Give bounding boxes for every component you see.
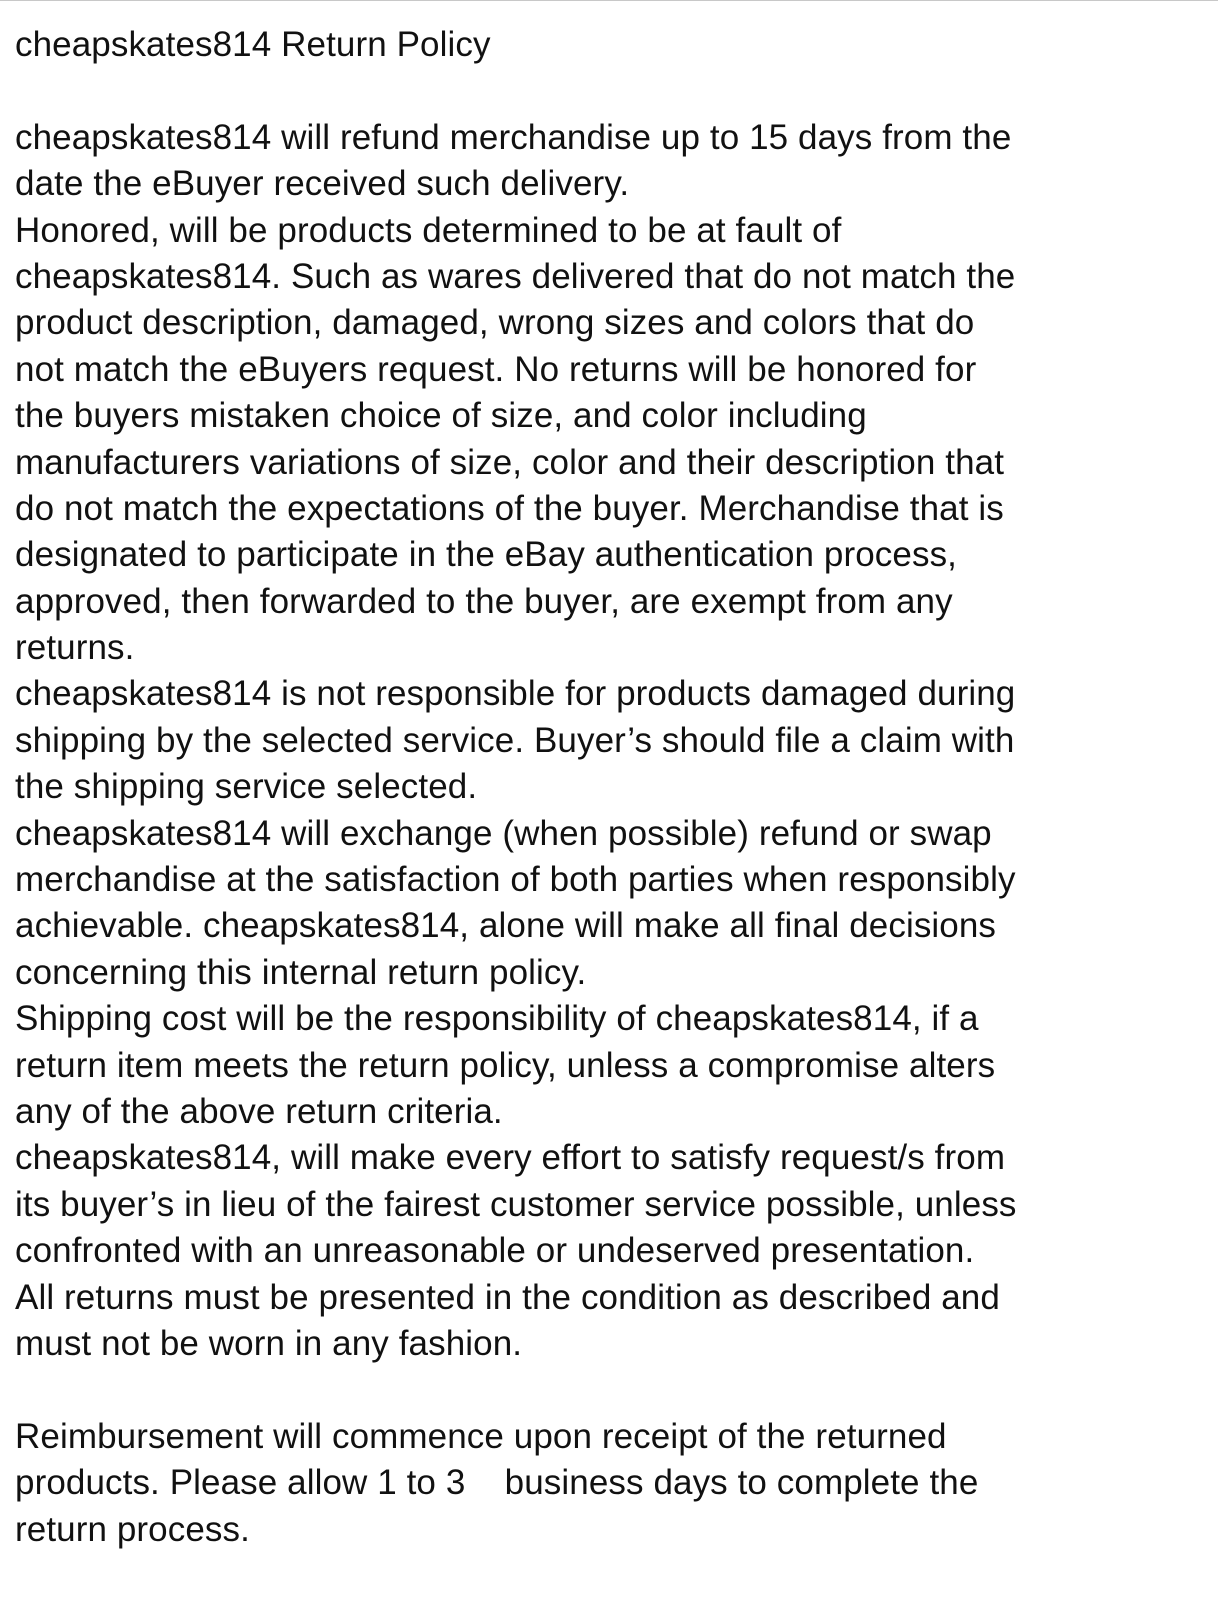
text-line: concerning this internal return policy.	[15, 952, 587, 992]
blank-line	[15, 1367, 1210, 1413]
text-line: cheapskates814 is not responsible for products damaged during	[15, 674, 1016, 714]
text-line: merchandise at the satisfaction of both parties when responsibly	[15, 860, 1016, 900]
text-line: cheapskates814. Such as wares delivered that do not match the	[15, 256, 1016, 296]
text-line: cheapskates814 will exchange (when possible) refund or swap	[15, 813, 992, 853]
text-line: approved, then forwarded to the buyer, are exempt from any	[15, 581, 953, 621]
text-line: Reimbursement will commence upon receipt of the returned	[15, 1416, 947, 1456]
text-line: its buyer’s in lieu of the fairest customer service possible, unless	[15, 1184, 1017, 1224]
text-line: return item meets the return policy, unless a compromise alters	[15, 1045, 996, 1085]
text-line: do not match the expectations of the buyer. Merchandise that is	[15, 488, 1004, 528]
text-line: shipping by the selected service. Buyer’s should file a claim with	[15, 720, 1015, 760]
text-line: any of the above return criteria.	[15, 1091, 503, 1131]
document-title: cheapskates814 Return Policy	[15, 25, 491, 64]
text-line: returns.	[15, 628, 135, 668]
text-line: Shipping cost will be the responsibility of cheapskates814, if a	[15, 999, 979, 1039]
text-line: achievable. cheapskates814, alone will make all final decisions	[15, 906, 997, 946]
text-line: the shipping service selected.	[15, 767, 478, 807]
top-divider	[0, 0, 1218, 1]
policy-paragraph	[15, 115, 1210, 1368]
text-line: return process.	[15, 1509, 250, 1549]
text-line: must not be worn in any fashion.	[15, 1323, 523, 1363]
text-line: product description, damaged, wrong sizes and colors that do	[15, 303, 975, 343]
reimbursement-paragraph	[15, 1414, 1210, 1553]
text-line: not match the eBuyers request. No returns will be honored for	[15, 349, 977, 389]
text-line: All returns must be presented in the condition as described and	[15, 1277, 1000, 1317]
text-line: cheapskates814 will refund merchandise up to 15 days from the	[15, 117, 1012, 157]
text-line: date the eBuyer received such delivery.	[15, 164, 630, 204]
text-line: designated to participate in the eBay authentication process,	[15, 535, 957, 575]
return-policy-document	[15, 22, 1210, 1553]
text-line: Honored, will be products determined to be at fault of	[15, 210, 842, 250]
text-line: confronted with an unreasonable or undeserved presentation.	[15, 1231, 975, 1271]
text-line: manufacturers variations of size, color and their description that	[15, 442, 1005, 482]
blank-line	[15, 68, 1210, 114]
text-line: products. Please allow 1 to 3 business days to complete the	[15, 1463, 979, 1503]
text-line: the buyers mistaken choice of size, and color including	[15, 396, 867, 436]
text-line: cheapskates814, will make every effort to satisfy request/s from	[15, 1138, 1006, 1178]
